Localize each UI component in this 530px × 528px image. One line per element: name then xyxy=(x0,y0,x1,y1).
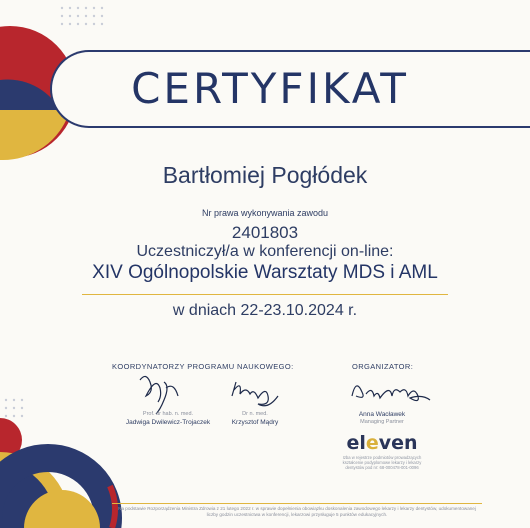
certificate-title: CERTYFIKAT xyxy=(131,64,409,113)
footer-legal-text: Na podstawie Rozporządzenia Ministra Zdrowia z 21 lutego 2022 r. w sprawie dopełnienia obowiązku doskonalenia zawodowego lekarzy i lekarzy dentystów, udokumentowanej liczby godzin uczestnictwa w konferencji, lekarzowi przysługuje 5 punktów edukacyjnych. xyxy=(118,506,476,517)
eleven-logo xyxy=(342,432,422,454)
license-number: 2401803 xyxy=(231,223,299,242)
participation-text: Uczestniczył/a w konferencji on-line: xyxy=(136,243,394,260)
coordinators-label: KOORDYNATORZY PROGRAMU NAUKOWEGO: xyxy=(112,362,294,371)
deco-dots-top xyxy=(61,7,103,25)
coordinator-1-name: Jadwiga Dwilewicz-Trojaczek xyxy=(125,419,211,426)
logo-text-end: ven xyxy=(378,432,418,454)
organizer-name: Anna Wacławek xyxy=(358,411,406,418)
coordinator-2-name: Krzysztof Mądry xyxy=(231,419,279,426)
accreditation-note: Izba w rejestrze podmiotów prowadzących kształcenie podyplomowe lekarzy i lekarzy dentystów pod nr: 68-000478-001-0096 xyxy=(342,455,422,470)
coordinator-2-title: Dr n. med. xyxy=(242,411,268,417)
footer-divider xyxy=(112,503,482,504)
organizer-label: ORGANIZATOR: xyxy=(352,362,414,371)
logo-text-accent: e xyxy=(365,432,379,454)
logo-text-main: el xyxy=(346,432,366,454)
deco-dots-bottom xyxy=(5,399,23,417)
organizer-role: Managing Partner xyxy=(360,419,404,425)
event-dates: w dniach 22-23.10.2024 r. xyxy=(172,302,358,319)
recipient-name: Bartłomiej Pogłódek xyxy=(162,162,368,188)
event-name: XIV Ogólnopolskie Warsztaty MDS i AML xyxy=(92,262,438,283)
coordinator-1-title: Prof. dr hab. n. med. xyxy=(142,411,194,417)
event-divider xyxy=(82,294,448,295)
license-label: Nr prawa wykonywania zawodu xyxy=(201,208,329,218)
